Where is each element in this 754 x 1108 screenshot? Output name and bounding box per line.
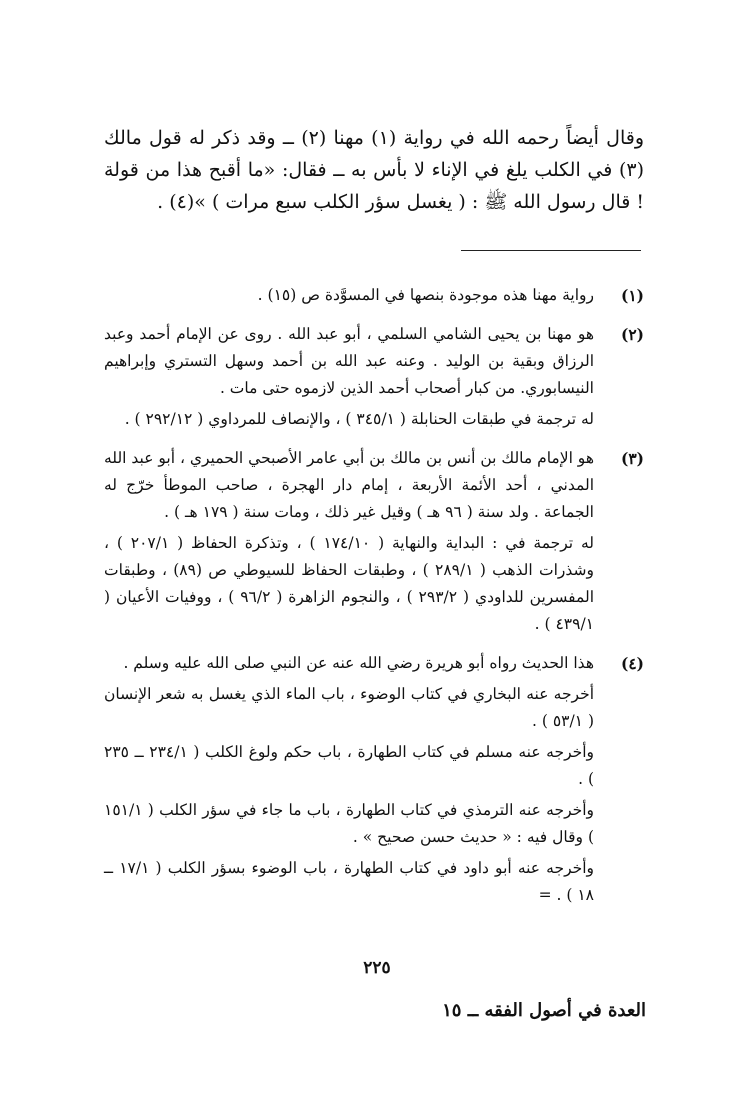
footnote-3 [104, 445, 644, 638]
footnote-number: (٤) [620, 654, 644, 673]
footnote-text: هو مهنا بن يحيى الشامي السلمي ، أبو عبد الله . روى عن الإمام أحمد وعبد الرزاق وبقية بن الوليد . وعنه عبد الله بن أحمد وسهل التستري وإبراهيم النيسابوري. من كبار أصحاب أحمد الذين لازموه حتى مات . [104, 325, 594, 397]
footnotes [104, 282, 644, 921]
footnote-1 [104, 282, 644, 309]
footnote-2 [104, 321, 644, 433]
main-text-block [104, 122, 644, 218]
main-paragraph: وقال أيضاً رحمه الله في رواية (١) مهنا (٢) ــ وقد ذكر له قول مالك (٣) في الكلب يلغ في الإناء لا بأس به ــ فقال: «ما أقبح هذا من قولة ! قال رسول الله ﷺ : ( يغسل سؤر الكلب سبع مرات ) »(٤) . [104, 127, 644, 213]
footnote-text: وأخرجه عنه أبو داود في كتاب الطهارة ، باب الوضوء بسؤر الكلب ( ١٧/١ ــ ١٨ ) . = [104, 859, 594, 904]
book-signature: العدة في أصول الفقه ــ ١٥ [442, 1000, 646, 1021]
page-number: ٢٢٥ [363, 958, 391, 978]
footnote-text: له ترجمة في : البداية والنهاية ( ١٧٤/١٠ ) ، وتذكرة الحفاظ ( ٢٠٧/١ ) ، وشذرات الذهب ( ٢٨٩/١ ) ، وطبقات الحفاظ للسيوطي ص (٨٩) ، وطبقات المفسرين للداودي ( ٢٩٣/٢ ) ، والنجوم الزاهرة ( ٩٦/٢ ) ، ووفيات الأعيان ( ٤٣٩/١ ) . [104, 534, 595, 633]
footnote-text: له ترجمة في طبقات الحنابلة ( ٣٤٥/١ ) ، والإنصاف للمرداوي ( ٢٩٢/١٢ ) . [124, 410, 594, 428]
footnote-4 [104, 650, 644, 909]
footnote-text: وأخرجه عنه مسلم في كتاب الطهارة ، باب حكم ولوغ الكلب ( ٢٣٤/١ ــ ٢٣٥ ) . [104, 743, 595, 788]
footnote-text: أخرجه عنه البخاري في كتاب الوضوء ، باب الماء الذي يغسل به شعر الإنسان ( ٥٣/١ ) . [104, 685, 594, 730]
footnote-number: (٢) [620, 325, 644, 344]
footnote-text: هذا الحديث رواه أبو هريرة رضي الله عنه عن النبي صلى الله عليه وسلم . [123, 654, 594, 672]
footnote-text: وأخرجه عنه الترمذي في كتاب الطهارة ، باب ما جاء في سؤر الكلب ( ١٥١/١ ) وقال فيه : « حديث حسن صحيح » . [104, 801, 594, 846]
footnote-text: رواية مهنا هذه موجودة بنصها في المسوَّدة ص (١٥) . [257, 286, 594, 304]
footnote-text: هو الإمام مالك بن أنس بن مالك بن أبي عامر الأصبحي الحميري ، أبو عبد الله المدني ، أحد الأئمة الأربعة ، إمام دار الهجرة ، صاحب الموطأ خرّج له الجماعة . ولد سنة ( ٩٦ هـ ) وقيل غير ذلك ، ومات سنة ( ١٧٩ هـ ) . [104, 449, 594, 521]
footnote-number: (٣) [620, 449, 644, 468]
footnote-number: (١) [620, 286, 644, 305]
footnote-separator [461, 250, 641, 251]
